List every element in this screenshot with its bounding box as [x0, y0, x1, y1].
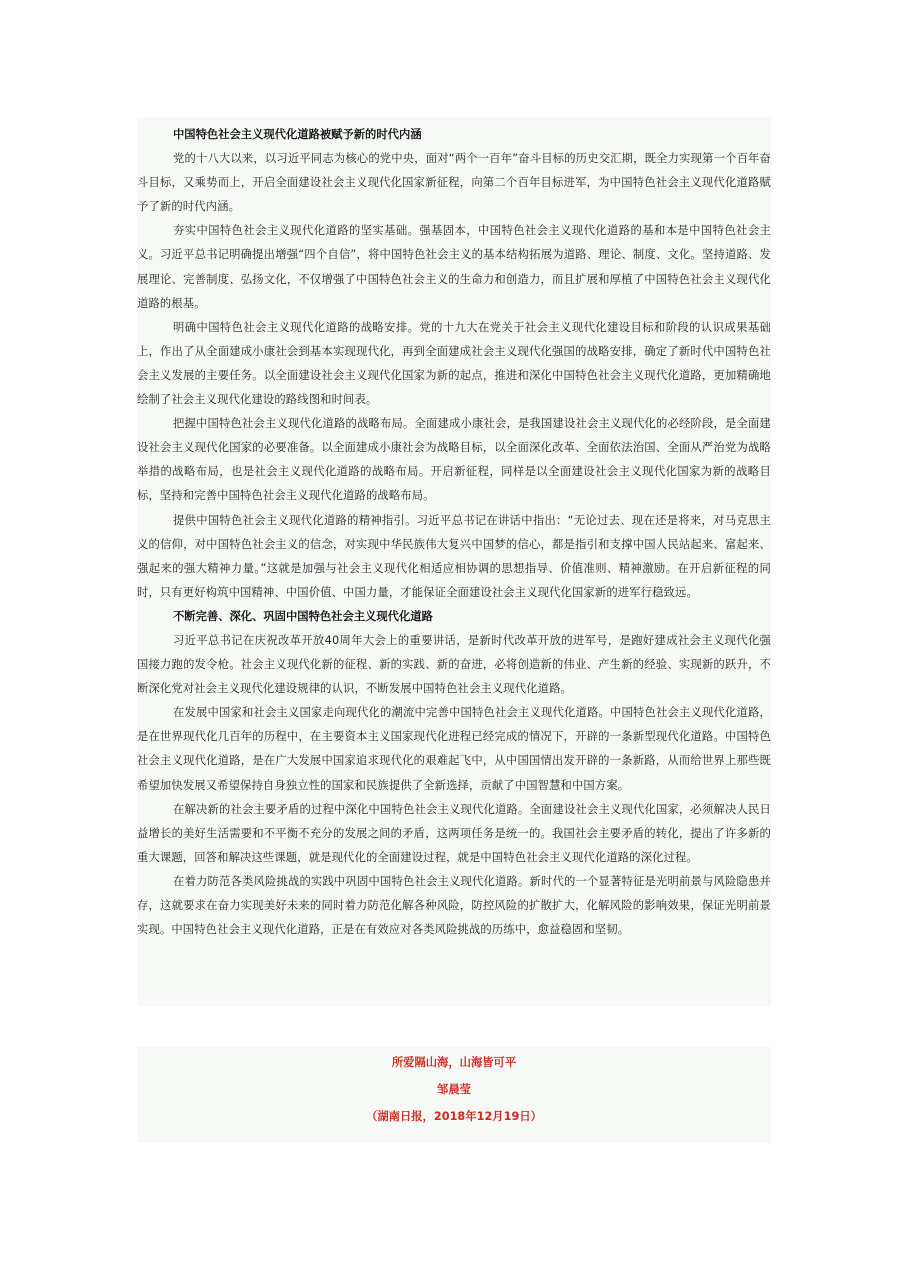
footer-panel: [137, 1047, 771, 1143]
footer-source: （湖南日报，2018年12月19日）: [366, 1110, 542, 1123]
paragraph: 党的十八大以来，以习近平同志为核心的党中央，面对“两个一百年”奋斗目标的历史交汇期，既全力实现第一个百年奋斗目标，又乘势而上，开启全面建设社会主义现代化国家新征程，向第二个百年目标进军，为中国特色社会主义现代化道路赋予了新的时代内涵。: [137, 152, 771, 214]
section-heading: 不断完善、深化、巩固中国特色社会主义现代化道路: [173, 609, 433, 623]
paragraph: 夯实中国特色社会主义现代化道路的坚实基础。强基固本，中国特色社会主义现代化道路的基和本是中国特色社会主义。习近平总书记明确提出增强“四个自信”，将中国特色社会主义的基本结构拓展为道路、理论、制度、文化。坚持道路、发展理论、完善制度、弘扬文化，不仅增强了中国特色社会主义的生命力和创造力，而且扩展和厚植了中国特色社会主义现代化道路的根基。: [137, 224, 771, 310]
paragraph: 习近平总书记在庆祝改革开放40周年大会上的重要讲话，是新时代改革开放的进军号，是跑好建成社会主义现代化强国接力跑的发令枪。社会主义现代化新的征程、新的实践、新的奋进，必将创造新的伟业、产生新的经验、实现新的跃升，不断深化党对社会主义现代化建设规律的认识，不断发展中国特色社会主义现代化道路。: [137, 633, 771, 696]
paragraph: 在着力防范各类风险挑战的实践中巩固中国特色社会主义现代化道路。新时代的一个显著特征是光明前景与风险隐患并存，这就要求在奋力实现美好未来的同时着力防范化解各种风险，防控风险的扩散扩大，化解风险的影响效果，保证光明前景实现。中国特色社会主义现代化道路，正是在有效应对各类风险挑战的历练中，愈益稳固和坚韧。: [137, 874, 771, 937]
article-panel: [137, 118, 771, 1006]
article-body: [137, 123, 771, 942]
footer-author: 邹晨莹: [437, 1083, 471, 1096]
section-heading: 中国特色社会主义现代化道路被赋予新的时代内涵: [173, 128, 422, 141]
paragraph: 在解决新的社会主要矛盾的过程中深化中国特色社会主义现代化道路。全面建设社会主义现代化国家，必须解决人民日益增长的美好生活需要和不平衡不充分的发展之间的矛盾，这两项任务是统一的。我国社会主要矛盾的转化，提出了许多新的重大课题，回答和解决这些课题，就是现代化的全面建设过程，就是中国特色社会主义现代化道路的深化过程。: [137, 802, 771, 864]
paragraph: 提供中国特色社会主义现代化道路的精神指引。习近平总书记在讲话中指出：“无论过去、现在还是将来，对马克思主义的信仰，对中国特色社会主义的信念，对实现中华民族伟大复兴中国梦的信心，都是指引和支撑中国人民站起来、富起来、强起来的强大精神力量。”这就是加强与社会主义现代化相适应相协调的思想指导、价值准则、精神激励。在开启新征程的同时，只有更好构筑中国精神、中国价值、中国力量，才能保证全面建设社会主义现代化国家新的进军行稳致远。: [137, 513, 771, 599]
footer-credits: [137, 1049, 771, 1130]
paragraph: 把握中国特色社会主义现代化道路的战略布局。全面建成小康社会，是我国建设社会主义现代化的必经阶段，是全面建设社会主义现代化国家的必要准备。以全面建成小康社会为战略目标，以全面深化改革、全面依法治国、全面从严治党为战略举措的战略布局，也是社会主义现代化道路的战略布局。开启新征程，同样是以全面建设社会主义现代化国家为新的战略目标，坚持和完善中国特色社会主义现代化道路的战略布局。: [137, 417, 771, 503]
footer-title: 所爱隔山海，山海皆可平: [391, 1056, 517, 1069]
paragraph: 明确中国特色社会主义现代化道路的战略安排。党的十九大在党关于社会主义现代化建设目标和阶段的认识成果基础上，作出了从全面建成小康社会到基本实现现代化，再到全面建成社会主义现代化强国的战略安排，确定了新时代中国特色社会主义发展的主要任务。以全面建设社会主义现代化国家为新的起点，推进和深化中国特色社会主义现代化道路，更加精确地绘制了社会主义现代化建设的路线图和时间表。: [137, 320, 771, 407]
paragraph: 在发展中国家和社会主义国家走向现代化的潮流中完善中国特色社会主义现代化道路。中国特色社会主义现代化道路，是在世界现代化几百年的历程中，在主要资本主义国家现代化进程已经完成的情况下，开辟的一条新型现代化道路。中国特色社会主义现代化道路，是在广大发展中国家追求现代化的艰难起飞中，从中国国情出发开辟的一条新路，从而给世界上那些既希望加快发展又希望保持自身独立性的国家和民族提供了全新选择，贡献了中国智慧和中国方案。: [137, 706, 771, 792]
